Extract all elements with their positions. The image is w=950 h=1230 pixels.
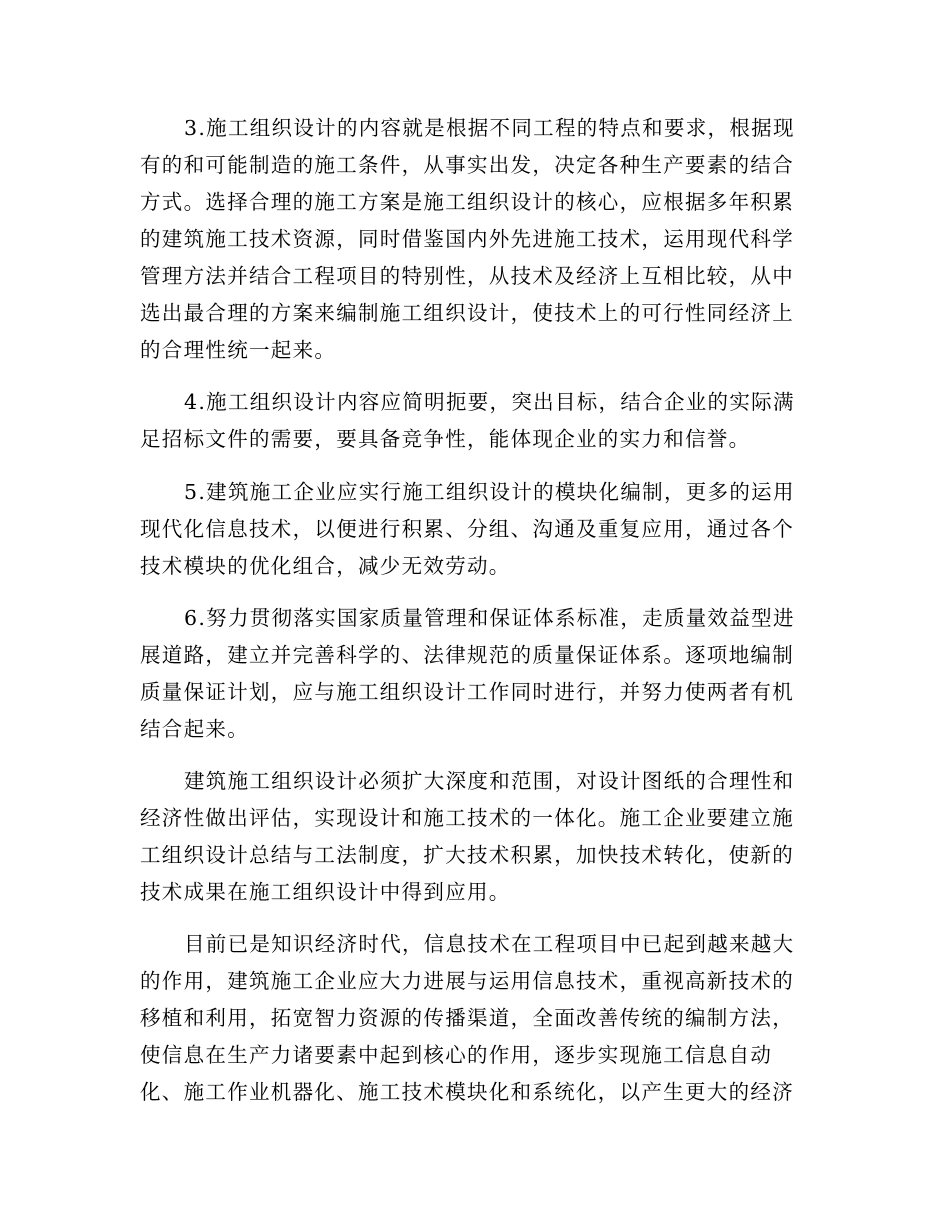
paragraph-4 bbox=[140, 384, 795, 458]
paragraph-line: 使信息在生产力诸要素中起到核心的作用，逐步实现施工信息自动 bbox=[140, 1043, 773, 1067]
paragraph-line: 6.努力贯彻落实国家质量管理和保证体系标准，走质量效益型进 bbox=[184, 606, 795, 630]
paragraph-5 bbox=[140, 474, 795, 585]
paragraph-line: 工组织设计总结与工法制度，扩大技术积累，加快技术转化，使新的 bbox=[140, 843, 794, 867]
paragraph-line: 质量保证计划，应与施工组织设计工作同时进行，并努力使两者有机 bbox=[140, 680, 794, 704]
paragraph-line: 展道路，建立并完善科学的、法律规范的质量保证体系。逐项地编制 bbox=[140, 643, 794, 667]
paragraph-line: 移植和利用，拓宽智力资源的传播渠道，全面改善传统的编制方法， bbox=[140, 1006, 794, 1030]
paragraph-line: 技术成果在施工组织设计中得到应用。 bbox=[140, 880, 511, 904]
paragraph-line: 选出最合理的方案来编制施工组织设计，使技术上的可行性同经济上 bbox=[140, 301, 794, 325]
paragraph-line: 4.施工组织设计内容应简明扼要，突出目标，结合企业的实际满 bbox=[184, 390, 795, 414]
paragraph-line: 的建筑施工技术资源，同时借鉴国内外先进施工技术，运用现代科学 bbox=[140, 227, 794, 251]
paragraph-line: 方式。选择合理的施工方案是施工组织设计的核心，应根据多年积累 bbox=[140, 190, 794, 214]
paragraph-line: 足招标文件的需要，要具备竞争性，能体现企业的实力和信誉。 bbox=[140, 427, 751, 451]
paragraph-line: 管理方法并结合工程项目的特别性，从技术及经济上互相比较，从中 bbox=[140, 264, 794, 288]
paragraph-line: 3.施工组织设计的内容就是根据不同工程的特点和要求，根据现 bbox=[184, 116, 795, 140]
paragraph-line: 经济性做出评估，实现设计和施工技术的一体化。施工企业要建立施 bbox=[140, 806, 794, 830]
paragraph-line: 的作用，建筑施工企业应大力进展与运用信息技术，重视高新技术的 bbox=[140, 969, 794, 993]
paragraph-line: 现代化信息技术，以便进行积累、分组、沟通及重复应用，通过各个 bbox=[140, 517, 794, 541]
paragraph-3 bbox=[140, 110, 795, 369]
paragraph-line: 5.建筑施工企业应实行施工组织设计的模块化编制，更多的运用 bbox=[184, 480, 795, 504]
paragraph-line: 建筑施工组织设计必须扩大深度和范围，对设计图纸的合理性和 bbox=[184, 769, 795, 793]
paragraph-line: 化、施工作业机器化、施工技术模块化和系统化，以产生更大的经济 bbox=[140, 1080, 794, 1104]
paragraph-line: 目前已是知识经济时代，信息技术在工程项目中已起到越来越大 bbox=[184, 932, 795, 956]
paragraph-6 bbox=[140, 600, 795, 748]
paragraph-construction-design bbox=[140, 763, 794, 911]
paragraph-line: 结合起来。 bbox=[140, 717, 249, 741]
paragraph-line: 的合理性统一起来。 bbox=[140, 338, 337, 362]
paragraph-line: 有的和可能制造的施工条件，从事实出发，决定各种生产要素的结合 bbox=[140, 153, 794, 177]
paragraph-line: 技术模块的优化组合，减少无效劳动。 bbox=[140, 554, 511, 578]
paragraph-knowledge-economy bbox=[140, 926, 794, 1111]
